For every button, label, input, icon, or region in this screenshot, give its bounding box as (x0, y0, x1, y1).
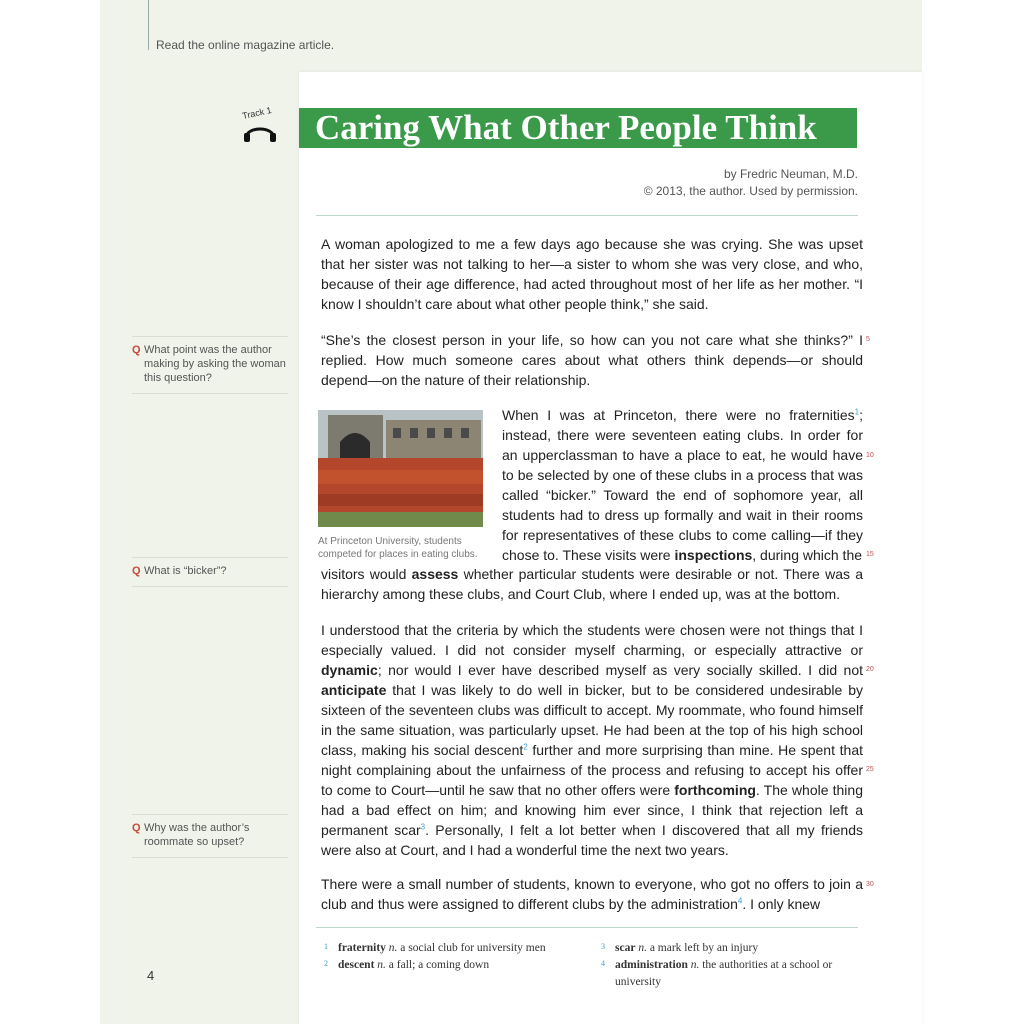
line-number-10: 10 (866, 452, 874, 459)
byline (644, 166, 858, 200)
footnote-pos: n. (638, 942, 647, 954)
paragraph-3-text-g: whether particular students were desirable or not. There was a hierarchy among these clubs, and Court Club, where I ended up, was at the bottom. (321, 566, 863, 602)
title-banner (299, 108, 857, 148)
footnote-definition: the authorities at a school or university (615, 959, 833, 988)
line-number-15: 15 (866, 551, 874, 558)
vocab-anticipate: anticipate (321, 682, 387, 698)
footnote-1 (324, 940, 588, 957)
line-number-25: 25 (866, 766, 874, 773)
footnote-mark-2: 2 (523, 742, 528, 752)
line-number-30: 30 (866, 881, 874, 888)
headphones-icon (242, 120, 278, 142)
photo-illustration (318, 410, 483, 527)
margin-question-3 (132, 814, 288, 858)
track-label: Track 1 (241, 105, 273, 121)
footnote-definition: a fall; a coming down (388, 959, 490, 971)
footnote-4 (601, 957, 865, 991)
byline-copyright: © 2013, the author. Used by permission. (643, 184, 858, 198)
paragraph-2: “She’s the closest person in your life, so how can you not care what she thinks?” I replied. How much someone cares about what others think depends—or should depend—on the nature of their relationship. (321, 332, 863, 388)
paragraph-4-text-e: that I was likely to do well in bicker, but to be considered undesirable by sixteen of the seventeen clubs was difficult to accept. My roommate, who found himself in the same situation, was particularly upset. He had been at the top of his high school class, making his social descent (321, 682, 863, 758)
footnote-mark-4: 4 (737, 896, 743, 906)
paragraph-4 (321, 620, 863, 860)
footnote-pos: n. (377, 959, 386, 971)
princeton-photo (318, 410, 483, 527)
audio-track[interactable] (240, 105, 280, 148)
paragraph-3-text-b: ; instead, there were seventeen eating clubs. In order for an upperclassman to have a place to eat, he would have to be selected by one of these clubs in a process that was called “bicker.” Toward the end of sophomore year, all students had to dress up formally and wait in their rooms for representatives of these clubs to come calling—if they chose to. These visits were (502, 407, 863, 563)
question-text: Why was the author’s roommate so upset? (144, 822, 250, 848)
margin-question-2 (132, 557, 288, 587)
footnote-number: 1 (324, 942, 328, 951)
paragraph-3-text-a: When I was at Princeton, there were no fraternities (502, 407, 855, 423)
vocab-forthcoming: forthcoming (674, 782, 756, 798)
footnote-3 (601, 940, 865, 957)
footnote-2 (324, 957, 588, 974)
paragraph-4-text-h: . The whole thing had a bad effect on him; and knowing him ever since, I think that rejection left a permanent scar (321, 782, 863, 838)
question-marker: Q (132, 822, 141, 834)
footnote-term: descent (338, 959, 375, 971)
paragraph-3-upper (502, 405, 863, 565)
paragraph-4-text-c: ; nor would I ever have described myself as very socially skilled. I did not (377, 662, 863, 678)
article-title: Caring What Other People Think (315, 108, 817, 147)
paragraph-4-text-i: . Personally, I felt a lot better when I discovered that all my friends were also at Court, and I had a wonderful time the next two years. (321, 822, 863, 858)
footnote-term: administration (615, 959, 688, 971)
footnote-number: 4 (601, 959, 605, 968)
paragraph-5-text-b: . I only knew (742, 896, 821, 912)
footnote-number: 3 (601, 942, 605, 951)
question-text: What point was the author making by asking the woman this question? (144, 344, 286, 384)
vocab-dynamic: dynamic (321, 662, 378, 678)
footnote-divider (316, 927, 858, 928)
footnote-mark-1: 1 (854, 407, 860, 417)
paragraph-3-lower (321, 564, 863, 604)
byline-author: by Fredric Neuman, M.D. (723, 167, 858, 181)
paragraph-3-text-d: , during which the (752, 547, 863, 563)
paragraph-5-text-a: There were a small number of students, known to everyone, who got no offers to join a club and thus were assigned to different clubs by the administration (321, 876, 863, 912)
page-number: 4 (147, 968, 155, 983)
footnote-definition: a mark left by an injury (649, 942, 759, 954)
margin-question-1 (132, 336, 288, 394)
paragraph-4-text-a: I understood that the criteria by which the students were chosen were not things that I especially valued. I did not consider myself charming, or especially attractive or (321, 622, 863, 658)
footnote-definition: a social club for university men (400, 942, 546, 954)
line-number-20: 20 (866, 666, 874, 673)
footnote-pos: n. (388, 942, 398, 954)
paragraph-4-text-f: further and more surprising than mine. He spent that night complaining about the unfairness of the process and refusing to accept his offer to come to Court—until he saw that no other offers were (321, 742, 863, 798)
footnote-number: 2 (324, 959, 328, 968)
paragraph-1: A woman apologized to me a few days ago because she was crying. She was upset that her sister was not talking to her—a sister to whom she was very close, and who, because of their age difference, had acted throughout most of her life as her mother. “I know I shouldn’t care about what other people think,” she said. (321, 236, 863, 312)
instruction-text: Read the online magazine article. (156, 38, 335, 52)
line-number-5: 5 (866, 336, 870, 343)
vocab-inspections: inspections (674, 547, 753, 563)
photo-caption: At Princeton University, students competed for places in eating clubs. (318, 536, 478, 560)
question-marker: Q (132, 565, 141, 577)
footnote-term: scar (615, 942, 636, 954)
paragraph-3-text-e: visitors would (321, 566, 412, 582)
margin-rule (148, 0, 149, 50)
question-marker: Q (132, 344, 141, 356)
paragraph-5 (321, 874, 863, 914)
footnote-mark-3: 3 (420, 822, 426, 832)
header-divider (316, 215, 858, 216)
vocab-assess: assess (411, 566, 459, 582)
question-text: What is “bicker”? (144, 565, 227, 577)
footnote-pos: n. (690, 959, 700, 971)
footnote-term: fraternity (338, 942, 386, 954)
